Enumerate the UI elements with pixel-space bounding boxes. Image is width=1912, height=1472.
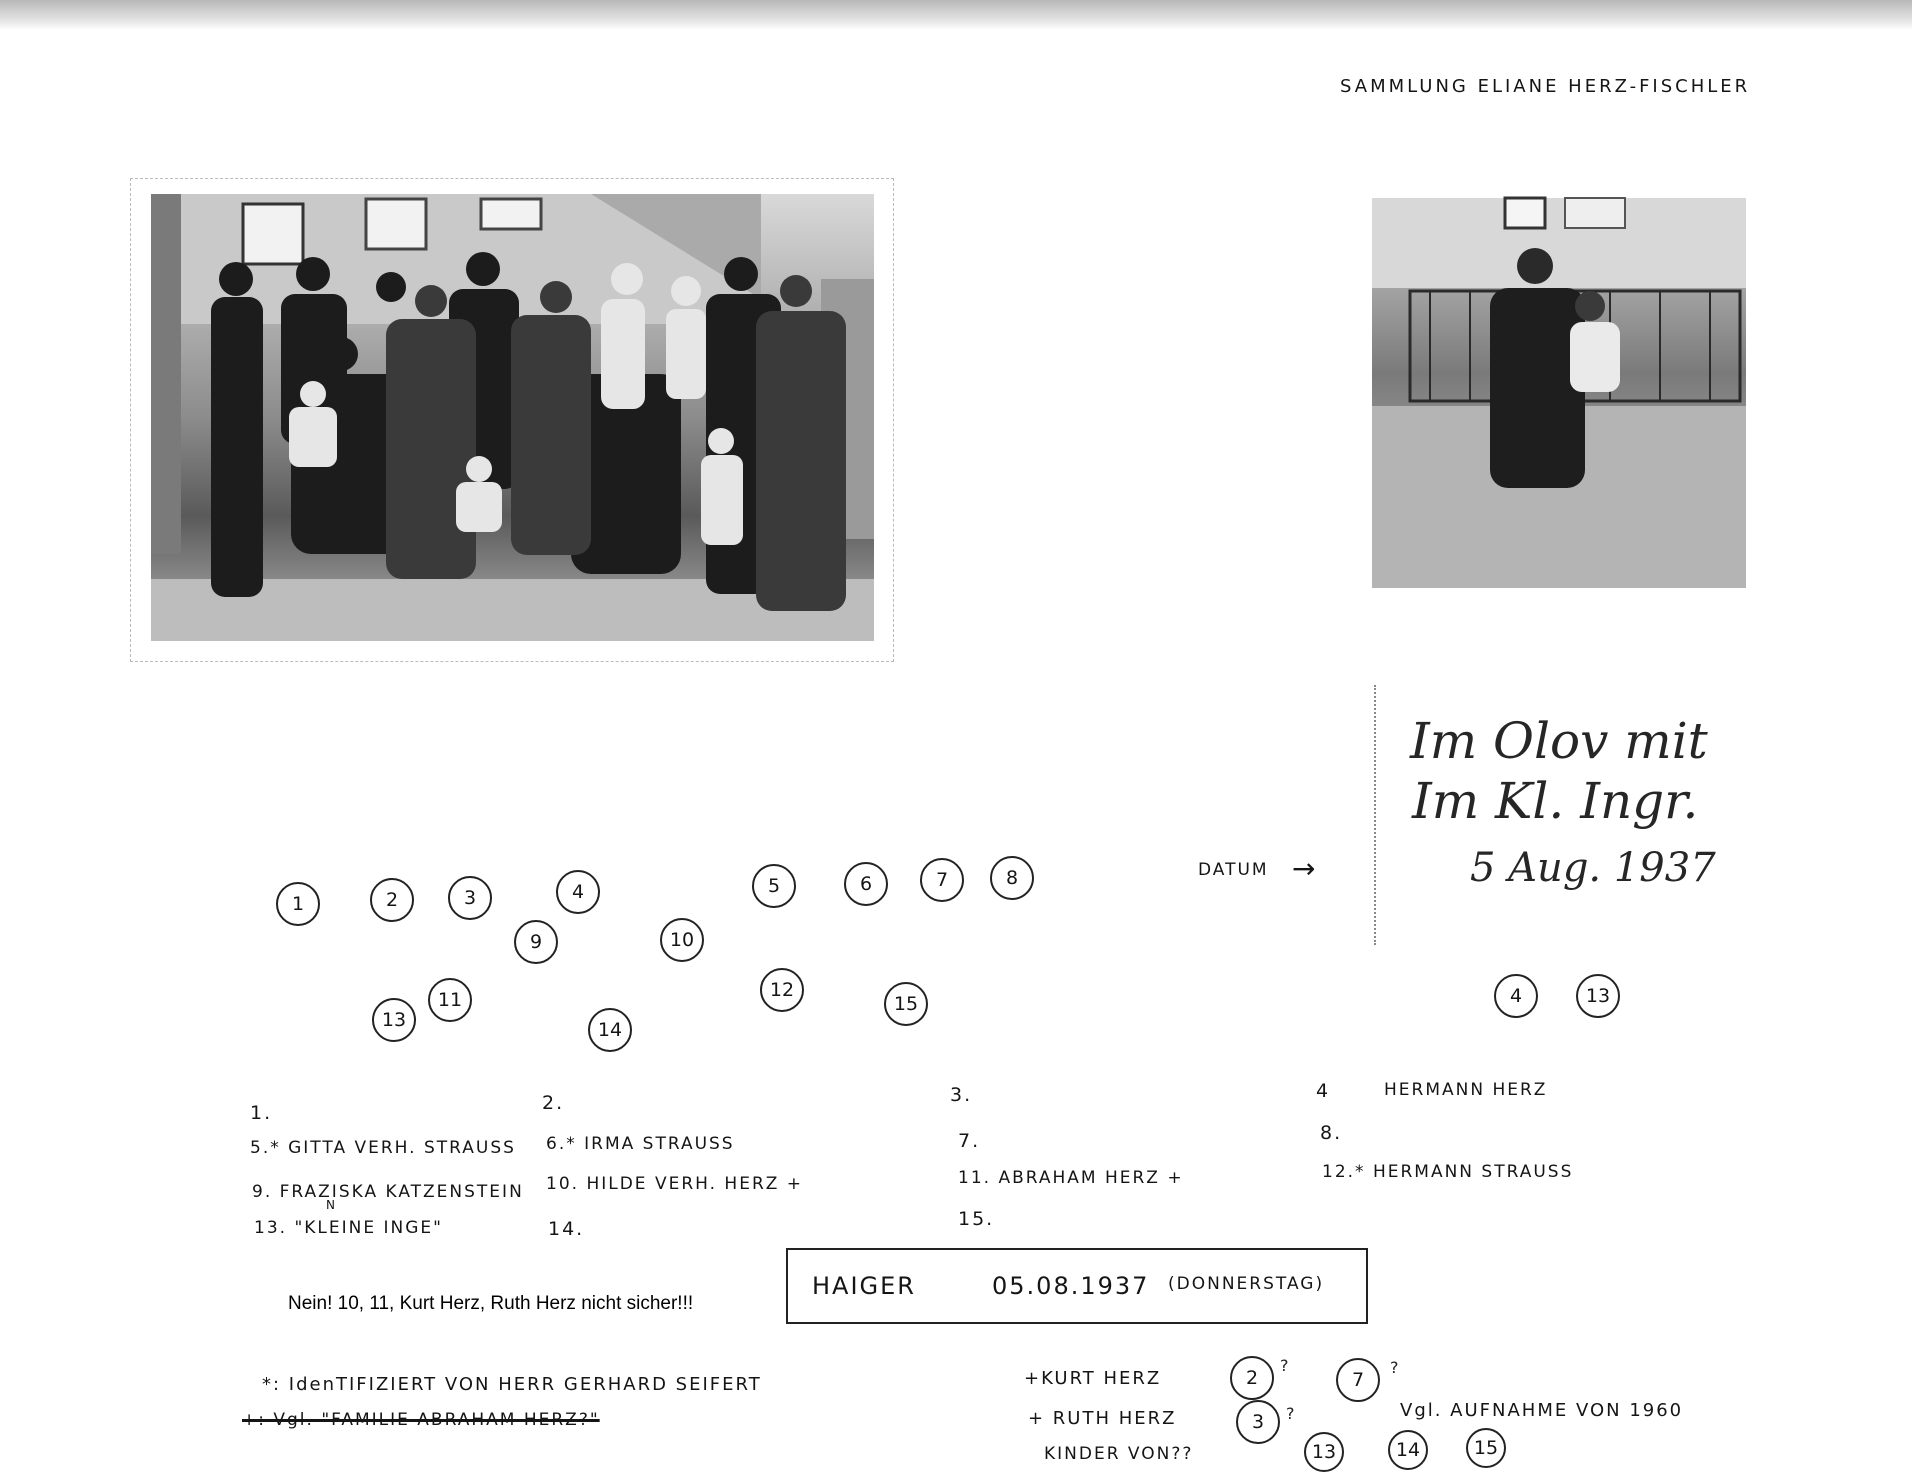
collection-title: SAMMLUNG ELIANE HERZ-FISCHLER bbox=[1340, 76, 1751, 97]
legend-2: 2. bbox=[542, 1092, 565, 1114]
side-photo-image bbox=[1370, 196, 1748, 590]
circle-12: 12 bbox=[760, 968, 804, 1012]
legend-15: 15. bbox=[958, 1208, 995, 1230]
circle-14: 14 bbox=[588, 1008, 632, 1052]
place: HAIGER bbox=[812, 1272, 916, 1300]
circle-1: 1 bbox=[276, 882, 320, 926]
side-circle-4: 4 bbox=[1494, 974, 1538, 1018]
legend-11: 11. ABRAHAM HERZ + bbox=[958, 1168, 1184, 1188]
ruth-circle-3: 3 bbox=[1236, 1400, 1280, 1444]
main-photo-image bbox=[131, 179, 893, 661]
kinder-circle-15: 15 bbox=[1466, 1428, 1506, 1468]
legend-7: 7. bbox=[958, 1130, 981, 1152]
dedication-line-1: Im Olov mit bbox=[1410, 712, 1708, 770]
kurt-circle-7: 7 bbox=[1336, 1358, 1380, 1402]
legend-9-correction: N bbox=[326, 1198, 337, 1212]
circle-2: 2 bbox=[370, 878, 414, 922]
circle-13: 13 bbox=[372, 998, 416, 1042]
legend-4-num: 4 bbox=[1316, 1080, 1331, 1102]
date: 05.08.1937 bbox=[992, 1272, 1150, 1300]
dedication-line-3: 5 Aug. 1937 bbox=[1470, 845, 1716, 891]
kurt-question-1: ? bbox=[1280, 1356, 1289, 1375]
scan-top-band bbox=[0, 0, 1912, 30]
dedication-divider bbox=[1374, 685, 1378, 945]
place-date-box bbox=[786, 1248, 1368, 1324]
legend-14: 14. bbox=[548, 1218, 585, 1240]
circle-4: 4 bbox=[556, 870, 600, 914]
legend-5: 5.* GITTA VERH. STRAUSS bbox=[250, 1138, 516, 1158]
kinder-note: KINDER VON?? bbox=[1044, 1444, 1194, 1464]
circle-3: 3 bbox=[448, 876, 492, 920]
circle-11: 11 bbox=[428, 978, 472, 1022]
circle-5: 5 bbox=[752, 864, 796, 908]
legend-8: 8. bbox=[1320, 1122, 1343, 1144]
dedication-line-2: Im Kl. Ingr. bbox=[1412, 772, 1699, 830]
side-circle-13: 13 bbox=[1576, 974, 1620, 1018]
legend-6: 6.* IRMA STRAUSS bbox=[546, 1134, 735, 1154]
kinder-circle-13: 13 bbox=[1304, 1432, 1344, 1472]
legend-12: 12.* HERMANN STRAUSS bbox=[1322, 1162, 1574, 1182]
circle-8: 8 bbox=[990, 856, 1034, 900]
legend-10: 10. HILDE VERH. HERZ + bbox=[546, 1174, 804, 1194]
vgl-note: Vgl. AUFNAHME VON 1960 bbox=[1400, 1400, 1684, 1421]
circle-9: 9 bbox=[514, 920, 558, 964]
kurt-herz-note: +KURT HERZ bbox=[1024, 1368, 1162, 1389]
kurt-circle-2: 2 bbox=[1230, 1356, 1274, 1400]
circle-10: 10 bbox=[660, 918, 704, 962]
legend-9: 9. FRAZISKA KATZENSTEIN bbox=[252, 1182, 524, 1202]
footnote-crossed-out: +: Vgl. "FAMILIE ABRAHAM HERZ?" bbox=[242, 1410, 600, 1430]
legend-3: 3. bbox=[950, 1084, 973, 1106]
circle-15: 15 bbox=[884, 982, 928, 1026]
circle-7: 7 bbox=[920, 858, 964, 902]
legend-4-name: HERMANN HERZ bbox=[1384, 1080, 1548, 1100]
ruth-question: ? bbox=[1286, 1404, 1295, 1423]
main-photo[interactable] bbox=[130, 178, 894, 662]
datum-arrow: → bbox=[1292, 852, 1318, 885]
side-photo[interactable] bbox=[1370, 196, 1748, 590]
datum-label: DATUM bbox=[1198, 860, 1269, 880]
circle-6: 6 bbox=[844, 862, 888, 906]
kurt-question-2: ? bbox=[1390, 1358, 1399, 1377]
legend-13: 13. "KLEINE INGE" bbox=[254, 1218, 443, 1238]
footnote-identified: *: IdenTIFIZIERT VON HERR GERHARD SEIFERT bbox=[262, 1374, 762, 1395]
kinder-circle-14: 14 bbox=[1388, 1430, 1428, 1470]
weekday: (DONNERSTAG) bbox=[1168, 1274, 1325, 1294]
ruth-herz-note: + RUTH HERZ bbox=[1028, 1408, 1177, 1429]
legend-1: 1. bbox=[250, 1102, 273, 1124]
typed-note: Nein! 10, 11, Kurt Herz, Ruth Herz nicht sicher!!! bbox=[288, 1293, 694, 1314]
